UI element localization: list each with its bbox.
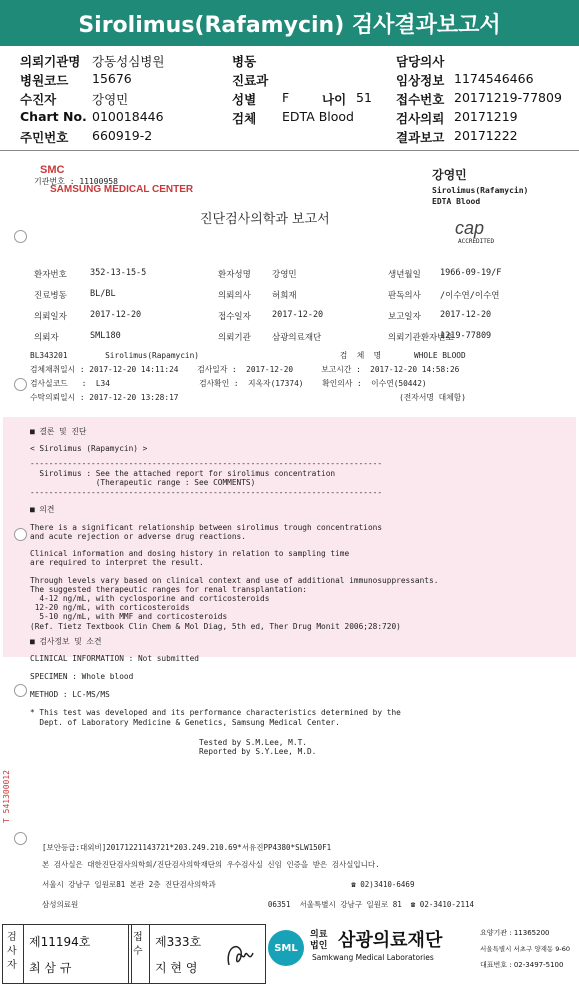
info-label: 주민번호	[20, 130, 69, 145]
info-row	[0, 52, 579, 70]
receiver-name: 지 현 영	[155, 961, 198, 975]
info-row	[0, 109, 579, 127]
side-barcode-text: T 541300012	[1, 770, 11, 823]
info-value: 20171219	[454, 109, 518, 124]
scan-text-line: Sirolimus : See the attached report for sirolimus concentration	[30, 469, 336, 478]
scan-field-value: 1219-77809	[440, 331, 492, 341]
scan-text-line: 검사실코드 : L34 검사확인 : 지옥자(17374) 확인의사 : 이수연(50442)	[30, 379, 427, 388]
scan-field-label: 의뢰자	[34, 333, 59, 343]
info-label: 진료과	[232, 73, 269, 88]
info-row	[0, 128, 579, 146]
scanned-report	[0, 152, 579, 922]
footer	[0, 922, 579, 986]
info-label: 병원코드	[20, 73, 69, 88]
scan-text-line: Tested by S.M.Lee, M.T.	[30, 738, 307, 747]
patient-info-panel	[0, 48, 579, 148]
info-value: F	[282, 90, 290, 105]
scan-field-value: 2017-12-20	[90, 310, 142, 320]
scan-text-line: BL343201 Sirolimus(Rapamycin) 검 체 명 WHOLE BLOOD	[30, 351, 466, 360]
cap-logo: cap	[455, 218, 485, 238]
info-row	[0, 71, 579, 89]
scan-text-line: 검체채취일시 : 2017-12-20 14:11:24 검사일자 : 2017-12-20 보고시간 : 2017-12-20 14:58:26	[30, 365, 460, 374]
scan-field-value: SML180	[90, 331, 121, 341]
info-row	[0, 90, 579, 108]
scan-text-line: Through levels vary based on clinical context and use of additional immunosuppressants.	[30, 576, 439, 585]
punch-hole	[14, 378, 27, 391]
scan-text-line: There is a significant relationship between sirolimus trough concentrations	[30, 523, 383, 532]
punch-hole	[14, 684, 27, 697]
scan-text-line: 서울시 강남구 일원로81 본관 2층 진단검사의학과 ☎ 02)3410-6469	[42, 880, 415, 889]
info-label: 임상정보	[396, 73, 445, 88]
examiner-title: 검사자	[7, 932, 17, 971]
scan-field-value: 강영민	[272, 270, 297, 280]
scan-text-line: Clinical information and dosing history in relation to sampling time	[30, 549, 350, 558]
smc-logo: SMC	[40, 164, 65, 176]
info-label: Chart No.	[20, 109, 87, 124]
scan-field-value: 2017-12-20	[272, 310, 324, 320]
scan-text-line: (Therapeutic range : See COMMENTS)	[30, 478, 256, 487]
scan-text-line: * This test was developed and its performance characteristics determined by the	[30, 708, 401, 717]
scan-field-label: 환자성명	[218, 270, 251, 280]
info-label: 접수번호	[396, 92, 445, 107]
signature	[223, 935, 259, 973]
scan-text-line: are required to interpret the result.	[30, 558, 204, 567]
info-label: 의뢰기관명	[20, 54, 81, 69]
info-value: 20171219-77809	[454, 90, 562, 105]
scan-text-line: and acute rejection or adverse drug reactions.	[30, 532, 246, 541]
scan-text-line: 수탁의뢰일시 : 2017-12-20 13:28:17 (전자서명 대체함)	[30, 393, 466, 402]
scan-text-line: ■ 결론 및 진단	[30, 427, 87, 436]
scan-field-value: /이수연/이수연	[440, 291, 500, 301]
report-title: Sirolimus(Rafamycin) 검사결과보고서	[78, 12, 501, 38]
info-value: 강동성심병원	[92, 54, 165, 69]
report-title-bar	[0, 0, 579, 46]
org-name: 삼광의료재단	[338, 930, 443, 951]
age-value: 51	[356, 90, 372, 105]
examiner-name: 최 삼 규	[29, 961, 72, 975]
scan-patient-name: 강영민	[432, 168, 467, 182]
info-label: 담당의사	[396, 54, 445, 69]
cap-accredited: ACCREDITED	[458, 238, 495, 245]
info-label: 성별	[232, 92, 257, 107]
info-label: 병동	[232, 54, 257, 69]
scan-field-label: 진료병동	[34, 291, 67, 301]
contact-address: 서울특별시 서초구 양재동 9-60	[480, 945, 571, 953]
scan-text-line: 4-12 ng/mL, with cyclosporine and corticosteroids	[30, 594, 270, 603]
scan-field-label: 접수일자	[218, 312, 251, 322]
institution-no: 기관번호 : 11100958	[34, 177, 118, 186]
scan-field-label: 생년월일	[388, 270, 421, 280]
scan-field-label: 판독의사	[388, 291, 421, 301]
scan-text-line: 5-10 ng/mL, with MMF and corticosteroids	[30, 612, 228, 621]
scan-text-line: [보안등급:대외비]20171221143721*203.249.210.69*서유진PP4380*SLW150F1	[42, 843, 332, 852]
scan-field-value: 2017-12-20	[440, 310, 492, 320]
scan-text-line: < Sirolimus (Rapamycin) >	[30, 444, 148, 453]
scan-field-value: 허희재	[272, 291, 297, 301]
scan-field-label: 의뢰기관	[218, 333, 251, 343]
scan-text-line: ■ 의견	[30, 505, 55, 514]
info-value: EDTA Blood	[282, 109, 354, 124]
punch-hole	[14, 528, 27, 541]
info-value: 15676	[92, 71, 132, 86]
scan-field-value: 1966-09-19/F	[440, 268, 502, 278]
scan-field-label: 의뢰의사	[218, 291, 251, 301]
info-label: 결과보고	[396, 130, 445, 145]
scan-field-label: 보고일자	[388, 312, 421, 322]
punch-hole	[14, 832, 27, 845]
examiner-id: 제11194호	[29, 935, 91, 949]
sml-logo: SML	[268, 930, 304, 966]
info-value: 660919-2	[92, 128, 153, 143]
scan-text-line: Dept. of Laboratory Medicine & Genetics, Samsung Medical Center.	[30, 718, 340, 727]
scan-field-label: 환자번호	[34, 270, 67, 280]
scan-text-line: 본 검사실은 대한진단검사의학회/진단검사의학재단의 우수검사실 신임 인증을 받은 검사실입니다.	[42, 860, 380, 869]
scan-text-line: METHOD : LC-MS/MS	[30, 690, 110, 699]
scan-field-label: 의뢰기관환자번호	[388, 333, 454, 343]
info-value: 010018446	[92, 109, 164, 124]
age-label: 나이	[322, 92, 347, 107]
scan-specimen: EDTA Blood	[432, 197, 481, 206]
receiver-box	[128, 924, 266, 984]
info-value: 강영민	[92, 92, 129, 107]
scan-text-line: 삼성의료원 06351 서울특별시 강남구 일원로 81 ☎ 02-3410-2114	[42, 900, 474, 909]
org-english: Samkwang Medical Laboratories	[312, 953, 434, 962]
info-label: 검체	[232, 111, 257, 126]
scan-text-line: (Ref. Tietz Textbook Clin Chem & Mol Diag, 5th ed, Ther Drug Monit 2006;28:720)	[30, 622, 401, 631]
contact-phone: 대표번호 : 02-3497-5100	[480, 961, 564, 969]
examiner-box	[2, 924, 132, 984]
org-prefix: 의료법인	[310, 930, 328, 951]
center-name: SAMSUNG MEDICAL CENTER	[50, 184, 194, 195]
scan-text-line: ■ 검사정보 및 소견	[30, 637, 102, 646]
scan-text-line: ---------------------------------------------------------------------------	[30, 488, 383, 497]
receiver-title: 접수	[133, 932, 143, 957]
scan-field-value: 삼광의료재단	[272, 333, 322, 343]
receiver-id: 제333호	[155, 935, 202, 949]
divider	[0, 150, 579, 151]
scan-field-value: 352-13-15-5	[90, 268, 147, 278]
scan-text-line: CLINICAL INFORMATION : Not submitted	[30, 654, 199, 663]
scan-text-line: 12-20 ng/mL, with corticosteroids	[30, 603, 190, 612]
scan-text-line: SPECIMEN : Whole blood	[30, 672, 134, 681]
scan-field-value: BL/BL	[90, 289, 116, 299]
info-value: 20171222	[454, 128, 518, 143]
scan-text-line: Reported by S.Y.Lee, M.D.	[30, 747, 317, 756]
scan-report-title: 진단검사의학과 보고서	[200, 212, 330, 227]
info-label: 검사의뢰	[396, 111, 445, 126]
scan-text-line: The suggested therapeutic ranges for renal transplantation:	[30, 585, 307, 594]
info-value: 1174546466	[454, 71, 534, 86]
info-label: 수진자	[20, 92, 57, 107]
scan-field-label: 의뢰일자	[34, 312, 67, 322]
scan-test-name: Sirolimus(Rafamycin)	[432, 186, 529, 195]
punch-hole	[14, 230, 27, 243]
scan-text-line: ---------------------------------------------------------------------------	[30, 459, 383, 468]
contact-code: 요양기관 : 11365200	[480, 929, 550, 937]
